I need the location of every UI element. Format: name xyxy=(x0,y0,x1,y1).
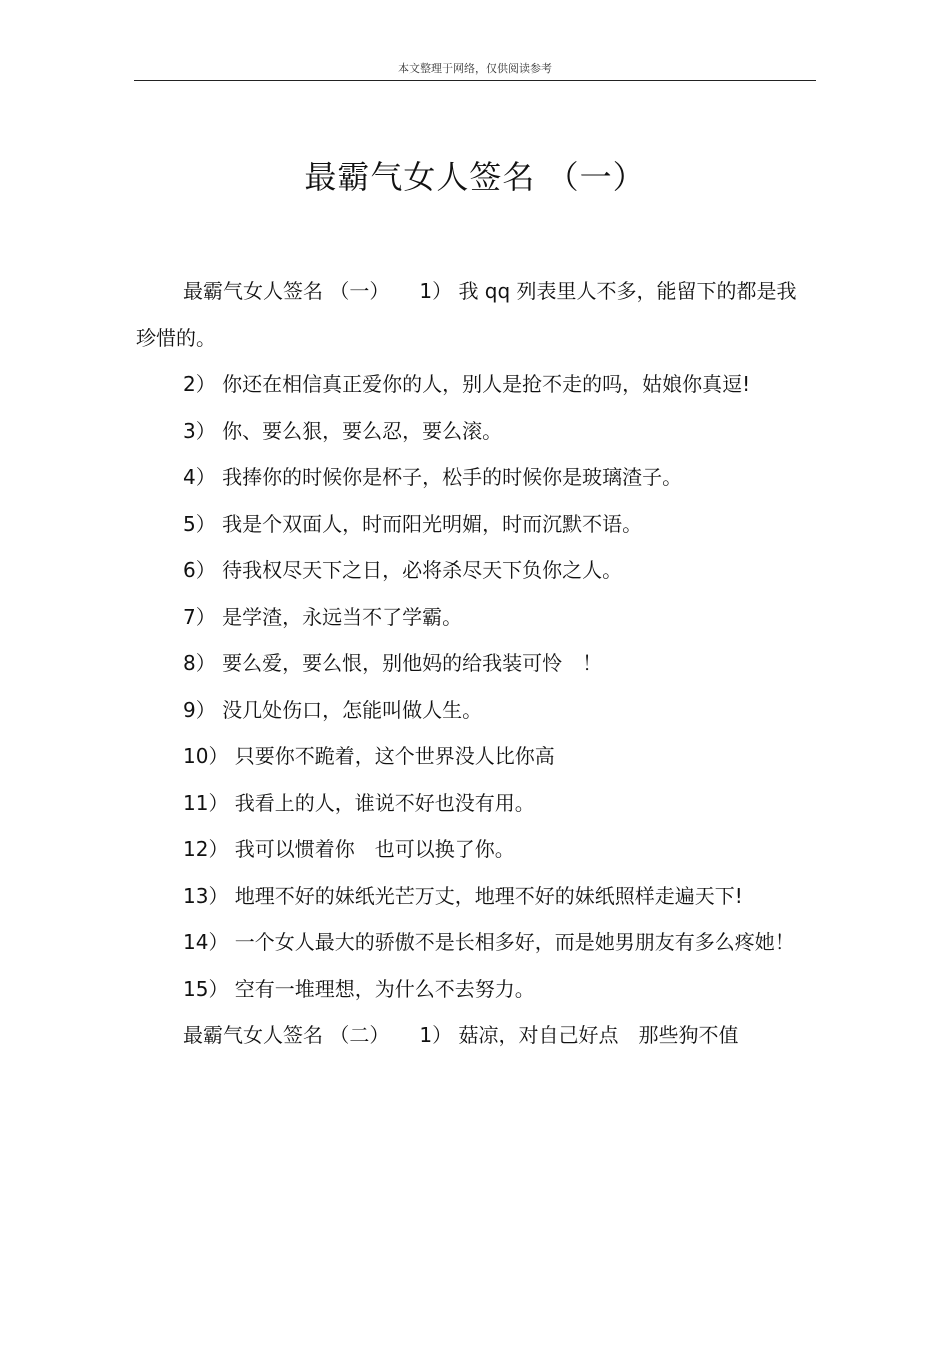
document-body xyxy=(136,268,816,1059)
paragraph-8: 8） 要么爱，要么恨，别他妈的给我装可怜 ！ xyxy=(183,651,603,675)
paragraph-intro: 最霸气女人签名 （一） 1） 我 qq 列表里人不多，能留下的都是我珍惜的。 xyxy=(136,279,797,350)
paragraph-9: 9） 没几处伤口，怎能叫做人生。 xyxy=(183,697,483,722)
paragraph-2: 2） 你还在相信真正爱你的人，别人是抢不走的吗，姑娘你真逗! xyxy=(183,372,751,396)
paragraph-15: 15） 空有一堆理想，为什么不去努力。 xyxy=(183,976,535,1001)
header-divider xyxy=(134,80,816,81)
paragraph-5: 5） 我是个双面人，时而阳光明媚，时而沉默不语。 xyxy=(183,511,643,536)
paragraph-6: 6） 待我权尽天下之日，必将杀尽天下负你之人。 xyxy=(183,558,623,582)
paragraph-12: 12） 我可以惯着你 也可以换了你。 xyxy=(183,837,515,861)
paragraph-7: 7） 是学渣，永远当不了学霸。 xyxy=(183,604,463,629)
paragraph-14: 14） 一个女人最大的骄傲不是长相多好，而是她男朋友有多么疼她！ xyxy=(183,930,795,954)
paragraph-10: 10） 只要你不跪着，这个世界没人比你高 xyxy=(183,744,555,768)
paragraph-4: 4） 我捧你的时候你是杯子，松手的时候你是玻璃渣子。 xyxy=(183,465,683,489)
paragraph-13: 13） 地理不好的妹纸光芒万丈，地理不好的妹纸照样走遍天下! xyxy=(183,883,743,908)
paragraph-11: 11） 我看上的人，谁说不好也没有用。 xyxy=(183,790,535,815)
page-header-note: 本文整理于网络，仅供阅读参考 xyxy=(398,62,552,75)
paragraph-section-two: 最霸气女人签名 （二） 1） 菇凉，对自己好点 那些狗不值 xyxy=(183,1023,739,1047)
paragraph-3: 3） 你、要么狠，要么忍，要么滚。 xyxy=(183,418,503,443)
document-title: 最霸气女人签名 （一） xyxy=(304,158,646,196)
